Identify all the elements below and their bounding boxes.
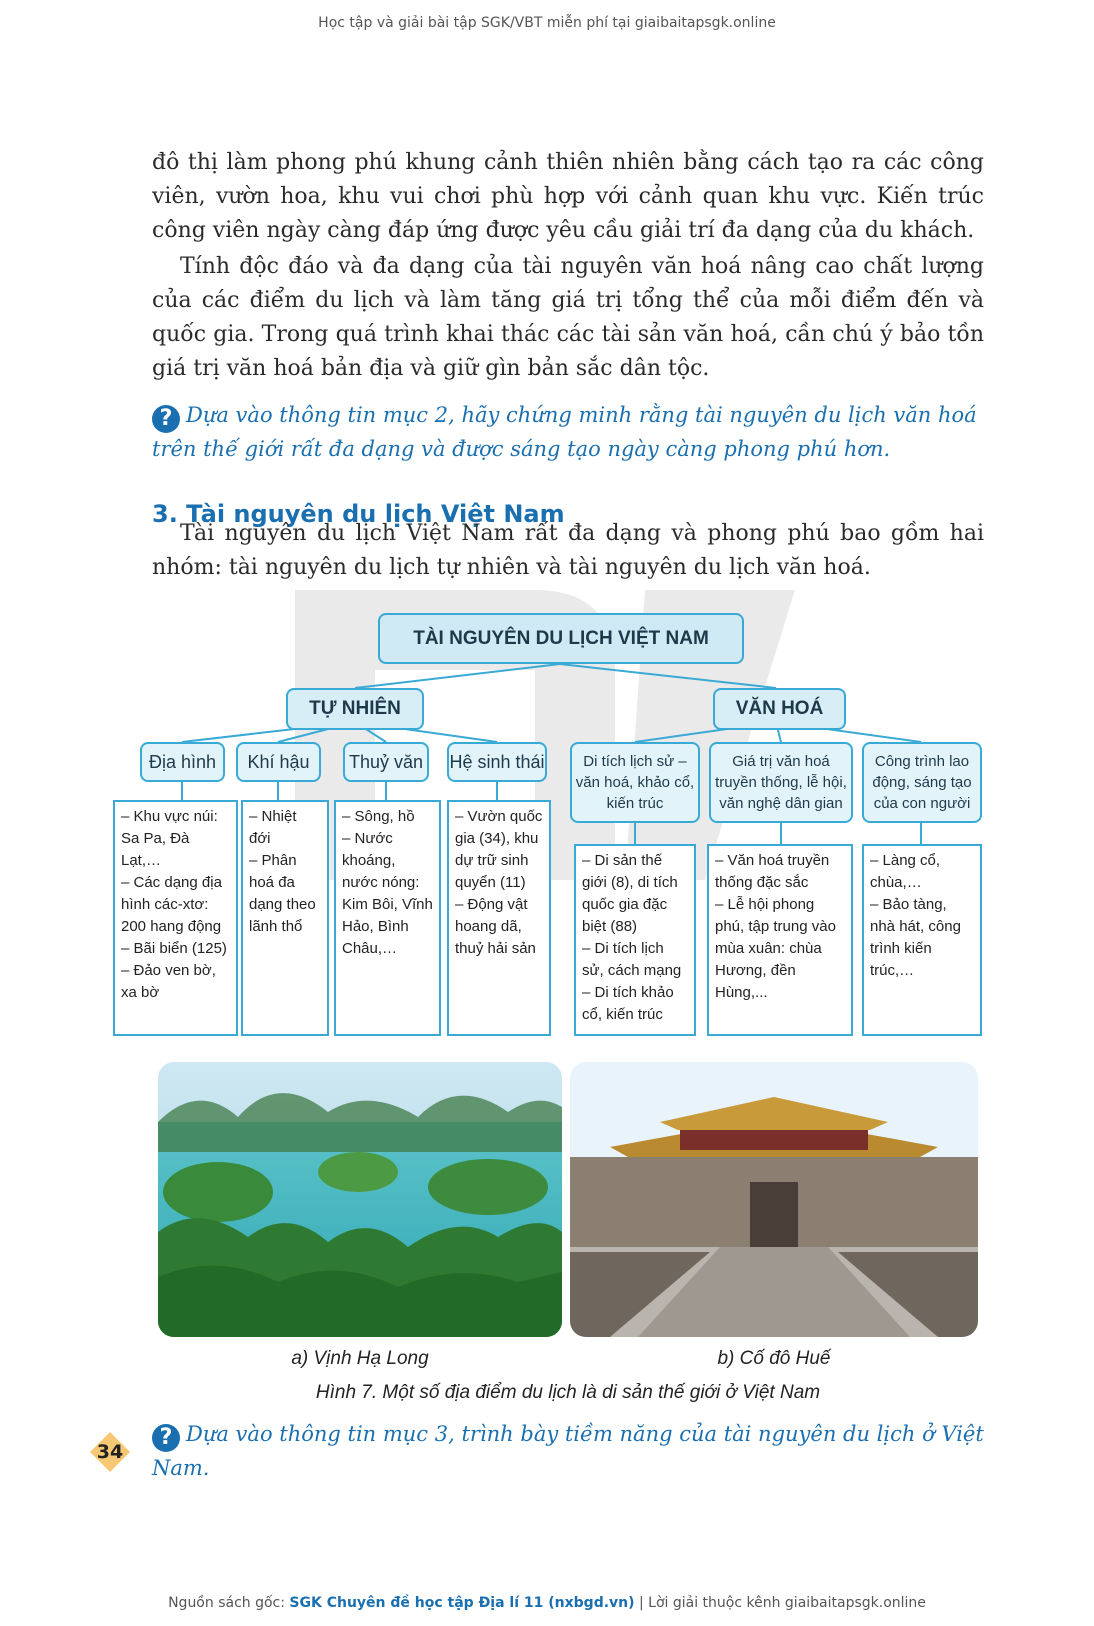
leaf-hydrology [334,800,441,1036]
category-hydrology: Thuỷ văn [343,742,429,782]
figure-title: Hình 7. Một số địa điểm du lịch là di sản thế giới ở Việt Nam [315,1382,821,1403]
leaf-hydrology-text: – Sông, hồ – Nước khoáng, nước nóng: Kim Bôi, Vĩnh Hảo, Bình Châu,… [342,808,433,957]
paragraph-2: Tính độc đáo và đa dạng của tài nguyên văn hoá nâng cao chất lượng của các điểm du lịch và làm tăng giá trị tổng thể của mỗi điểm đến và quốc gia. Trong quá trình khai thác các tài sản văn hoá, cần chú ý bảo tồn giá trị văn hoá bản địa và giữ gìn bản sắc dân tộc. [152,254,984,381]
paragraph-3: Tài nguyên du lịch Việt Nam rất đa dạng và phong phú bao gồm hai nhóm: tài nguyên du lịch tự nhiên và tài nguyên du lịch văn hoá. [152,521,984,580]
section-title: 3. Tài nguyên du lịch Việt Nam [152,500,565,528]
question-icon: ? [152,1424,180,1452]
photo-hue-citadel [570,1062,978,1337]
footer-prefix: Nguồn sách gốc: [168,1595,290,1611]
diagram-cultural: VĂN HOÁ [713,688,846,730]
category-terrain: Địa hình [140,742,225,782]
page-number: 34 [96,1441,124,1463]
header-note: Học tập và giải bài tập SGK/VBT miễn phí tại giaibaitapsgk.online [318,15,776,31]
leaf-ecosystem-text: – Vườn quốc gia (34), khu dự trữ sinh quyển (11) – Động vật hoang dã, thuỷ hải sản [455,808,543,957]
leaf-traditions-text: – Văn hoá truyền thống đặc sắc – Lễ hội phong phú, tập trung vào mùa xuân: chùa Hương, đền Hùng,... [715,852,836,1001]
diagram-root: TÀI NGUYÊN DU LỊCH VIỆT NAM [378,613,744,664]
category-traditions: Giá trị văn hoá truyền thống, lễ hội, văn nghệ dân gian [709,742,853,823]
footer-note [0,1595,1094,1611]
question-1-text: Dựa vào thông tin mục 2, hãy chứng minh rằng tài nguyên du lịch văn hoá trên thế giới rất đa dạng và được sáng tạo ngày càng phong phú hơn. [152,403,977,461]
question-2 [152,1418,984,1484]
paragraph-1: đô thị làm phong phú khung cảnh thiên nhiên bằng cách tạo ra các công viên, vườn hoa, khu vui chơi phù hợp với cảnh quan khu vực. Kiến trúc công viên ngày càng đáp ứng được yêu cầu giải trí đa dạng của du khách. [152,150,984,243]
category-ecosystem: Hệ sinh thái [447,742,547,782]
leaf-ecosystem [447,800,551,1036]
leaf-climate-text: – Nhiệt đới – Phân hoá đa dạng theo lãnh thổ [249,808,316,935]
category-relics: Di tích lịch sử – văn hoá, khảo cổ, kiến trúc [570,742,700,823]
footer-suffix: | Lời giải thuộc kênh giaibaitapsgk.online [634,1595,926,1611]
leaf-relics-text: – Di sản thế giới (8), di tích quốc gia đặc biệt (88) – Di tích lịch sử, cách mạng – Di tích khảo cổ, kiến trúc [582,852,682,1023]
question-icon: ? [152,405,180,433]
leaf-relics [574,844,696,1036]
question-2-text: Dựa vào thông tin mục 3, trình bày tiềm năng của tài nguyên du lịch ở Việt Nam. [152,1422,984,1480]
diagram-natural: TỰ NHIÊN [286,688,424,730]
category-climate: Khí hậu [236,742,321,782]
leaf-works [862,844,982,1036]
leaf-climate [241,800,329,1036]
leaf-terrain [113,800,238,1036]
leaf-terrain-text: – Khu vực núi: Sa Pa, Đà Lạt,… – Các dạng địa hình các-xtơ: 200 hang động – Bãi biển (125) – Đảo ven bờ, xa bờ [121,808,227,1001]
page-number-badge [90,1432,130,1472]
caption-b: b) Cố đô Huế [717,1348,831,1369]
footer-source-link[interactable]: SGK Chuyên đề học tập Địa lí 11 (nxbgd.vn) [289,1595,635,1611]
leaf-traditions [707,844,853,1036]
photo-ha-long-bay [158,1062,562,1337]
leaf-works-text: – Làng cổ, chùa,… – Bảo tàng, nhà hát, công trình kiến trúc,… [870,852,961,979]
caption-a: a) Vịnh Hạ Long [291,1348,429,1369]
category-works: Công trình lao động, sáng tạo của con người [862,742,982,823]
